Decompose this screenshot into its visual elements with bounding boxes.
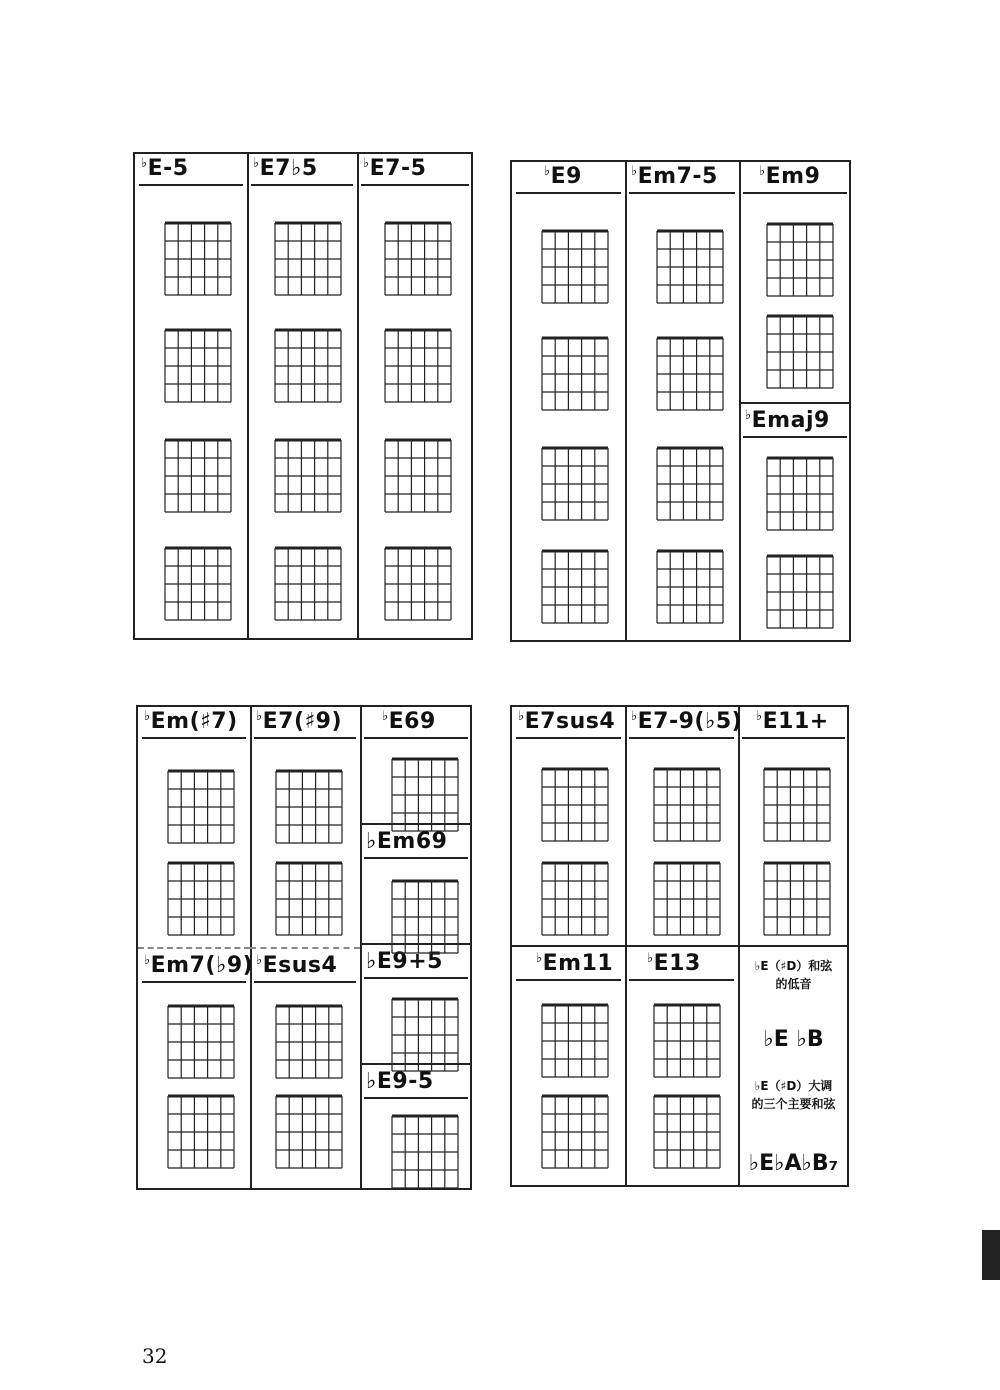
chord-diagram-frame xyxy=(265,544,351,626)
chord-diagram xyxy=(265,544,351,626)
chord-diagram xyxy=(532,227,618,309)
title-underline xyxy=(743,192,847,194)
title-underline xyxy=(629,979,734,981)
chord-diagram-frame xyxy=(757,552,843,634)
chord-title: ♭Em7(♭9) xyxy=(144,953,254,978)
chord-diagram xyxy=(754,765,840,847)
chord-title: ♭E69 xyxy=(382,709,436,734)
chord-diagram xyxy=(532,1001,618,1083)
chord-diagram xyxy=(644,859,730,941)
chord-diagram-frame xyxy=(265,219,351,301)
chord-diagram-frame xyxy=(532,765,618,847)
chord-diagram xyxy=(375,544,461,626)
title-underline xyxy=(142,737,246,739)
chord-diagram-frame xyxy=(647,444,733,526)
chord-diagram xyxy=(265,219,351,301)
chord-diagram xyxy=(647,547,733,629)
chord-diagram-frame xyxy=(155,219,241,301)
chord-title: ♭E7♭5 xyxy=(253,156,318,181)
chord-diagram-frame xyxy=(266,859,352,941)
section-divider xyxy=(250,947,360,949)
section-divider xyxy=(138,947,250,949)
chord-diagram xyxy=(266,859,352,941)
chord-diagram xyxy=(266,1002,352,1084)
chord-diagram-frame xyxy=(532,444,618,526)
title-underline xyxy=(516,979,621,981)
chord-diagram-frame xyxy=(532,547,618,629)
chord-title: ♭E9 xyxy=(544,164,582,189)
title-underline xyxy=(629,737,734,739)
title-underline xyxy=(142,981,246,983)
chord-diagram-frame xyxy=(757,454,843,536)
chord-diagram-frame xyxy=(158,767,244,849)
chord-diagram xyxy=(532,547,618,629)
chord-title: ♭E11+ xyxy=(756,709,829,734)
title-underline xyxy=(254,737,356,739)
chord-diagram xyxy=(382,755,468,837)
chord-diagram xyxy=(757,552,843,634)
chord-diagram-frame xyxy=(754,765,840,847)
chord-panel-bottom-right xyxy=(510,705,849,1187)
chord-diagram xyxy=(375,436,461,518)
bass-notes: ♭E ♭B xyxy=(763,1027,824,1052)
chord-diagram xyxy=(158,767,244,849)
title-underline xyxy=(743,436,847,438)
chord-diagram-frame xyxy=(375,544,461,626)
chord-panel-bottom-left xyxy=(136,705,472,1190)
chord-diagram xyxy=(158,859,244,941)
chord-diagram-frame xyxy=(532,859,618,941)
chord-diagram xyxy=(754,859,840,941)
chord-diagram xyxy=(644,1001,730,1083)
chord-diagram-frame xyxy=(382,877,468,959)
chord-diagram-frame xyxy=(155,326,241,408)
chord-title: ♭Em7-5 xyxy=(631,164,718,189)
chord-diagram-frame xyxy=(644,859,730,941)
chord-diagram xyxy=(155,544,241,626)
title-underline xyxy=(364,1097,468,1099)
chord-diagram-frame xyxy=(644,765,730,847)
chord-diagram xyxy=(532,859,618,941)
chord-diagram xyxy=(757,312,843,394)
chord-diagram xyxy=(532,1092,618,1174)
section-divider xyxy=(625,945,738,947)
major-key-title: ♭E（♯D）大调 的三个主要和弦 xyxy=(751,1079,836,1111)
chord-diagram-frame xyxy=(155,436,241,518)
chord-diagram-frame xyxy=(644,1092,730,1174)
title-underline xyxy=(251,184,353,186)
chord-diagram xyxy=(375,219,461,301)
chord-title: ♭E9+5 xyxy=(366,949,443,974)
chord-title: ♭Emaj9 xyxy=(745,408,830,433)
chord-diagram xyxy=(532,765,618,847)
chord-diagram-frame xyxy=(375,219,461,301)
title-underline xyxy=(364,737,468,739)
chord-diagram-frame xyxy=(265,326,351,408)
title-underline xyxy=(139,184,243,186)
chord-diagram-frame xyxy=(158,1002,244,1084)
chord-title: ♭E-5 xyxy=(141,156,189,181)
chord-diagram xyxy=(158,1092,244,1174)
chord-title: ♭E7sus4 xyxy=(518,709,616,734)
chord-diagram xyxy=(158,1002,244,1084)
title-underline xyxy=(516,192,621,194)
chord-panel-top-right xyxy=(510,160,851,642)
title-underline xyxy=(516,737,621,739)
chord-diagram-frame xyxy=(532,1001,618,1083)
chord-diagram xyxy=(155,219,241,301)
bass-note-title: ♭E（♯D）和弦 的低音 xyxy=(754,959,833,991)
chord-diagram-frame xyxy=(532,227,618,309)
chord-diagram xyxy=(375,326,461,408)
chord-title: ♭E7(♯9) xyxy=(256,709,343,734)
chord-diagram-frame xyxy=(647,547,733,629)
chord-title: ♭E13 xyxy=(647,951,701,976)
thumb-index-mark xyxy=(982,1230,1000,1280)
chord-diagram xyxy=(647,227,733,309)
chord-diagram xyxy=(757,220,843,302)
title-underline xyxy=(742,737,845,739)
chord-diagram-frame xyxy=(375,436,461,518)
chord-diagram xyxy=(265,326,351,408)
chord-title: ♭Em(♯7) xyxy=(144,709,238,734)
title-underline xyxy=(254,981,356,983)
chord-diagram xyxy=(647,444,733,526)
chord-diagram xyxy=(266,1092,352,1174)
chord-diagram xyxy=(757,454,843,536)
chord-title: ♭Em9 xyxy=(759,164,821,189)
chord-diagram xyxy=(155,436,241,518)
chord-diagram-frame xyxy=(382,1112,468,1194)
title-underline xyxy=(364,857,468,859)
title-underline xyxy=(364,977,468,979)
chord-diagram-frame xyxy=(754,859,840,941)
chord-title: ♭Em69 xyxy=(366,829,448,854)
section-divider xyxy=(738,945,849,947)
chord-diagram-frame xyxy=(375,326,461,408)
chord-diagram xyxy=(647,334,733,416)
chord-title: ♭E7-5 xyxy=(363,156,427,181)
chord-diagram xyxy=(382,877,468,959)
page-number: 32 xyxy=(142,1344,168,1368)
chord-diagram xyxy=(382,1112,468,1194)
chord-title: ♭Esus4 xyxy=(256,953,338,978)
section-divider xyxy=(739,402,851,404)
chord-diagram xyxy=(532,334,618,416)
chord-diagram-frame xyxy=(158,859,244,941)
title-underline xyxy=(629,192,735,194)
chord-diagram-frame xyxy=(757,312,843,394)
chord-diagram-frame xyxy=(265,436,351,518)
chord-diagram xyxy=(155,326,241,408)
chord-diagram xyxy=(532,444,618,526)
chord-diagram-frame xyxy=(382,995,468,1077)
chord-diagram xyxy=(266,767,352,849)
chord-diagram-frame xyxy=(266,1092,352,1174)
title-underline xyxy=(361,184,469,186)
chord-diagram-frame xyxy=(155,544,241,626)
chord-diagram-frame xyxy=(266,767,352,849)
chord-diagram xyxy=(382,995,468,1077)
chord-diagram xyxy=(644,765,730,847)
section-divider xyxy=(512,945,625,947)
major-key-chords: ♭E♭A♭B₇ xyxy=(748,1151,839,1176)
chord-diagram xyxy=(265,436,351,518)
chord-title: ♭E9-5 xyxy=(366,1069,434,1094)
chord-diagram-frame xyxy=(532,334,618,416)
chord-diagram-frame xyxy=(266,1002,352,1084)
chord-diagram-frame xyxy=(647,227,733,309)
chord-diagram-frame xyxy=(757,220,843,302)
chord-title: ♭E7-9(♭5) xyxy=(631,709,743,734)
chord-diagram-frame xyxy=(382,755,468,837)
chord-diagram xyxy=(644,1092,730,1174)
chord-panel-top-left xyxy=(133,152,473,640)
chord-diagram-frame xyxy=(647,334,733,416)
chord-diagram-frame xyxy=(158,1092,244,1174)
chord-diagram-frame xyxy=(644,1001,730,1083)
chord-diagram-frame xyxy=(532,1092,618,1174)
chord-title: ♭Em11 xyxy=(536,951,614,976)
